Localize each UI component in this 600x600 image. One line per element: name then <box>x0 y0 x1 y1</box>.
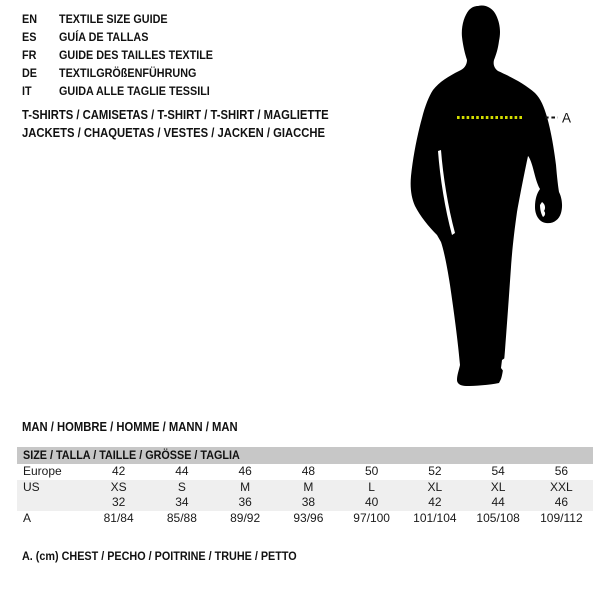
size-cell: 34 <box>175 495 189 510</box>
size-cell: 32 <box>111 495 126 510</box>
size-cell: 105/108 <box>476 511 520 526</box>
size-cell: XL <box>490 479 506 494</box>
size-table <box>17 447 593 527</box>
size-cell: M <box>303 479 314 494</box>
row-label: Europe <box>23 464 62 478</box>
language-row <box>22 28 230 46</box>
size-cell: S <box>177 479 186 494</box>
man-silhouette-figure <box>395 0 580 400</box>
language-code: ES <box>22 30 37 44</box>
measure-label-a: A <box>562 110 572 126</box>
size-cell: 93/96 <box>293 511 324 526</box>
size-table-grid <box>17 464 593 527</box>
size-cell: 38 <box>301 495 316 510</box>
size-cell: XL <box>427 479 443 494</box>
size-cell: 50 <box>364 464 379 478</box>
size-cell: 97/100 <box>353 511 390 526</box>
man-silhouette <box>411 5 562 386</box>
size-cell: 36 <box>238 495 252 510</box>
size-cell: 44 <box>491 495 505 510</box>
table-row-numeric <box>17 495 593 511</box>
size-cell: M <box>240 479 251 494</box>
language-code: FR <box>22 48 37 62</box>
section-title-man <box>22 420 262 434</box>
language-code: EN <box>22 12 38 26</box>
language-row <box>22 82 230 100</box>
size-cell: XXL <box>550 479 573 494</box>
category-line-tshirts: T-SHIRTS / CAMISETAS / T-SHIRT / T-SHIRT / MAGLIETTE <box>22 108 329 122</box>
size-cell: L <box>368 479 375 494</box>
garment-categories <box>22 107 363 142</box>
size-cell: 54 <box>491 464 505 478</box>
size-cell: 42 <box>428 495 442 510</box>
language-row <box>22 10 230 28</box>
size-cell: 44 <box>175 464 189 478</box>
language-label: TEXTILE SIZE GUIDE <box>59 12 168 26</box>
table-row-chest-cm <box>17 511 593 527</box>
language-row <box>22 46 230 64</box>
measurement-footnote <box>22 549 327 563</box>
category-line-jackets: JACKETS / CHAQUETAS / VESTES / JACKEN / GIACCHE <box>22 125 325 140</box>
size-table-header <box>17 447 593 464</box>
size-cell: 48 <box>301 464 316 478</box>
size-cell: 46 <box>554 495 569 510</box>
measurement-footnote-text: A. (cm) CHEST / PECHO / POITRINE / TRUHE / PETTO <box>22 549 297 563</box>
language-label: GUÍA DE TALLAS <box>59 30 149 44</box>
size-cell: 46 <box>238 464 252 478</box>
language-code: DE <box>22 66 38 80</box>
row-label: A <box>23 511 32 526</box>
table-row-europe <box>17 464 593 480</box>
size-cell: 89/92 <box>230 511 261 526</box>
size-cell: 85/88 <box>166 511 197 526</box>
language-label: GUIDE DES TAILLES TEXTILE <box>59 48 214 62</box>
size-cell: 109/112 <box>540 511 583 526</box>
size-cell: 42 <box>111 464 126 478</box>
size-table-header-text: SIZE / TALLA / TAILLE / GRÖSSE / TAGLIA <box>23 448 240 462</box>
size-cell: XS <box>110 479 127 494</box>
language-row <box>22 64 230 82</box>
size-cell: 56 <box>554 464 569 478</box>
language-guide <box>22 10 230 100</box>
section-title-text: MAN / HOMBRE / HOMME / MANN / MAN <box>22 420 238 434</box>
row-label <box>17 495 87 511</box>
row-label: US <box>23 479 40 494</box>
size-cell: 52 <box>428 464 442 478</box>
size-cell: 101/104 <box>413 511 457 526</box>
size-cell: 81/84 <box>103 511 134 526</box>
language-label: TEXTILGRÖßENFÜHRUNG <box>59 66 197 80</box>
language-label: GUIDA ALLE TAGLIE TESSILI <box>59 84 210 98</box>
size-cell: 40 <box>364 495 379 510</box>
language-code: IT <box>22 84 32 98</box>
table-row-us <box>17 480 593 496</box>
